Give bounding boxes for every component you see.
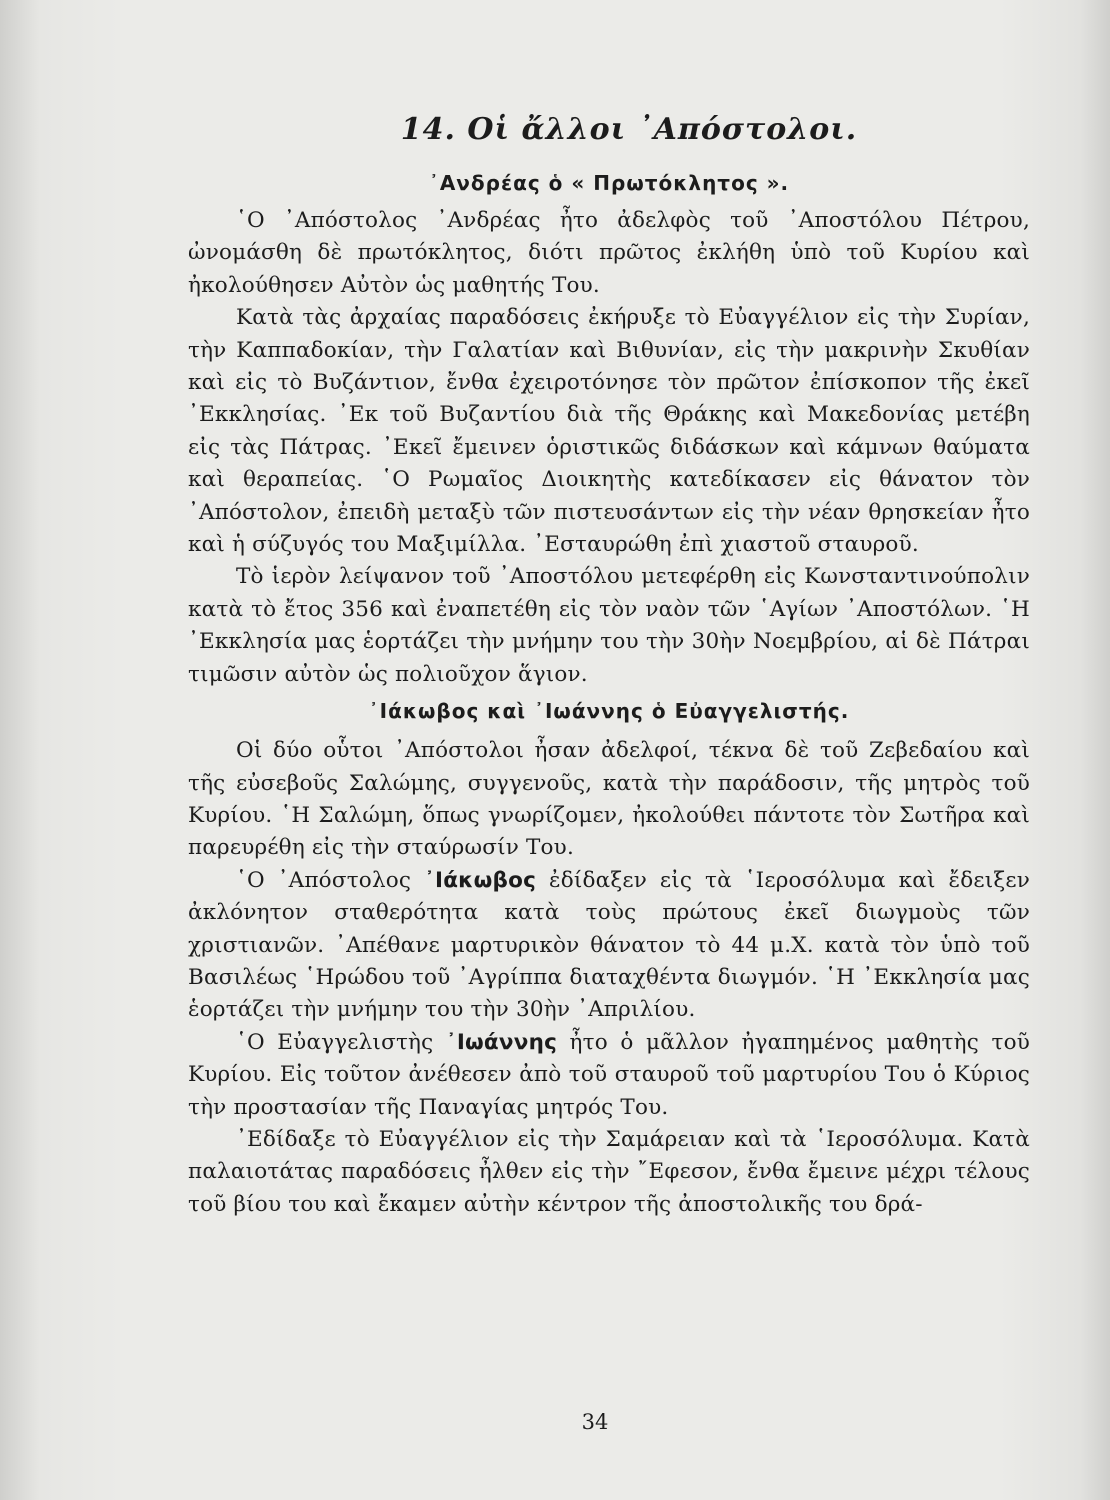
section-heading-andreas: ᾿Ανδρέας ὁ « Πρωτόκλητος ». xyxy=(428,171,790,195)
paragraph-text: ἦτο ὁ μᾶλλον ἠγαπημένος μαθητὴς τοῦ Κυρίου. Εἰς τοῦτον ἀνέθεσεν ἀπὸ τοῦ σταυροῦ τοῦ μαρτυρίου Του ὁ Κύριος τὴν προστασίαν τῆς Παναγίας μητρός Του. xyxy=(188,1029,1030,1120)
paragraph: Κατὰ τὰς ἀρχαίας παραδόσεις ἐκήρυξε τὸ Εὐαγγέλιον εἰς τὴν Συρίαν, τὴν Καππαδοκίαν, τὴν Γαλατίαν καὶ Βιθυνίαν, εἰς τὴν μακρινὴν Σκυθίαν καὶ εἰς τὸ Βυζάντιον, ἔνθα ἐχειροτόνησε τὸν πρῶτον ἐπίσκοπον τῆς ἐκεῖ ᾿Εκκλησίας. ᾿Εκ τοῦ Βυζαντίου διὰ τῆς Θράκης καὶ Μακεδονίας μετέβη εἰς τὰς Πάτρας. ᾿Εκεῖ ἔμεινεν ὁριστικῶς διδάσκων καὶ κάμνων θαύματα καὶ θεραπείας. ῾Ο Ρωμαῖος Διοικητὴς κατεδίκασεν εἰς θάνατον τὸν ᾿Απόστολον, ἐπειδὴ μεταξὺ τῶν πιστευσάντων εἰς τὴν νέαν θρησκείαν ἦτο καὶ ἡ σύζυγός του Μαξιμίλλα. ᾿Εσταυρώθη ἐπὶ χιαστοῦ σταυροῦ. xyxy=(188,305,1030,558)
text-block xyxy=(188,112,1030,1221)
section-heading-iakovos-ioannis: ᾿Ιάκωβος καὶ ᾿Ιωάννης ὁ Εὐαγγελιστής. xyxy=(368,699,850,724)
paragraph: ᾿Εδίδαξε τὸ Εὐαγγέλιον εἰς τὴν Σαμάρειαν καὶ τὰ ῾Ιεροσόλυμα. Κατὰ παλαιοτάτας παραδόσεις ἦλθεν εἰς τὴν ῎Εφεσον, ἔνθα ἔμεινε μέχρι τέλους τοῦ βίου του καὶ ἔκαμεν αὐτὴν κέντρον τῆς ἀποστολικῆς του δρά- xyxy=(188,1126,1030,1217)
paragraph-text: ῾Ο ᾿Απόστολος xyxy=(236,867,425,893)
paragraph-text: ῾Ο Εὐαγγελιστὴς xyxy=(236,1029,446,1055)
bold-name-ioannis: ᾿Ιωάννης xyxy=(445,1029,558,1055)
paragraph xyxy=(188,1027,1030,1124)
paragraph: Οἱ δύο οὗτοι ᾿Απόστολοι ἦσαν ἀδελφοί, τέκνα δὲ τοῦ Ζεβεδαίου καὶ τῆς εὐσεβοῦς Σαλώμης, συγγενοῦς, κατὰ τὴν παράδοσιν, τῆς μητρὸς τοῦ Κυρίου. ῾Η Σαλώμη, ὅπως γνωρίζομεν, ἠκολούθει πάντοτε τὸν Σωτῆρα καὶ παρευρέθη εἰς τὴν σταύρωσίν Του. xyxy=(188,738,1030,861)
chapter-title: 14. Οἱ ἄλλοι ᾿Απόστολοι. xyxy=(400,112,858,147)
paragraph: ῾Ο ᾿Απόστολος ᾿Ανδρέας ἦτο ἀδελφὸς τοῦ ᾿Αποστόλου Πέτρου, ὠνομάσθη δὲ πρωτόκλητος, διότι πρῶτος ἐκλήθη ὑπὸ τοῦ Κυρίου καὶ ἠκολούθησεν Αὐτὸν ὡς μαθητής Του. xyxy=(188,208,1030,298)
bold-name-iakovos: ᾿Ιάκωβος xyxy=(424,867,537,893)
page-number: 34 xyxy=(581,1410,609,1434)
paragraph-text: ἐδίδαξεν εἰς τὰ ῾Ιεροσόλυμα καὶ ἔδειξεν ἀκλόνητον σταθερότητα κατὰ τοὺς πρώτους ἐκεῖ διωγμοὺς τῶν χριστιανῶν. ᾿Απέθανε μαρτυρικὸν θάνατον τὸ 44 μ.Χ. κατὰ τὸν ὑπὸ τοῦ Βασιλέως ῾Ηρώδου τοῦ ᾿Αγρίππα διαταχθέντα διωγμόν. ῾Η ᾿Εκκλησία μας ἑορτάζει τὴν μνήμην του τὴν 30ὴν ᾿Απριλίου. xyxy=(188,867,1030,1023)
paragraph xyxy=(188,865,1030,1027)
paragraph: Τὸ ἱερὸν λείψανον τοῦ ᾿Αποστόλου μετεφέρθη εἰς Κωνσταντινούπολιν κατὰ τὸ ἔτος 356 καὶ ἐναπετέθη εἰς τὸν ναὸν τῶν ῾Αγίων ᾿Αποστόλων. ῾Η ᾿Εκκλησία μας ἑορτάζει τὴν μνήμην του τὴν 30ὴν Νοεμβρίου, αἱ δὲ Πάτραι τιμῶσιν αὐτὸν ὡς πολιοῦχον ἅγιον. xyxy=(188,564,1030,687)
